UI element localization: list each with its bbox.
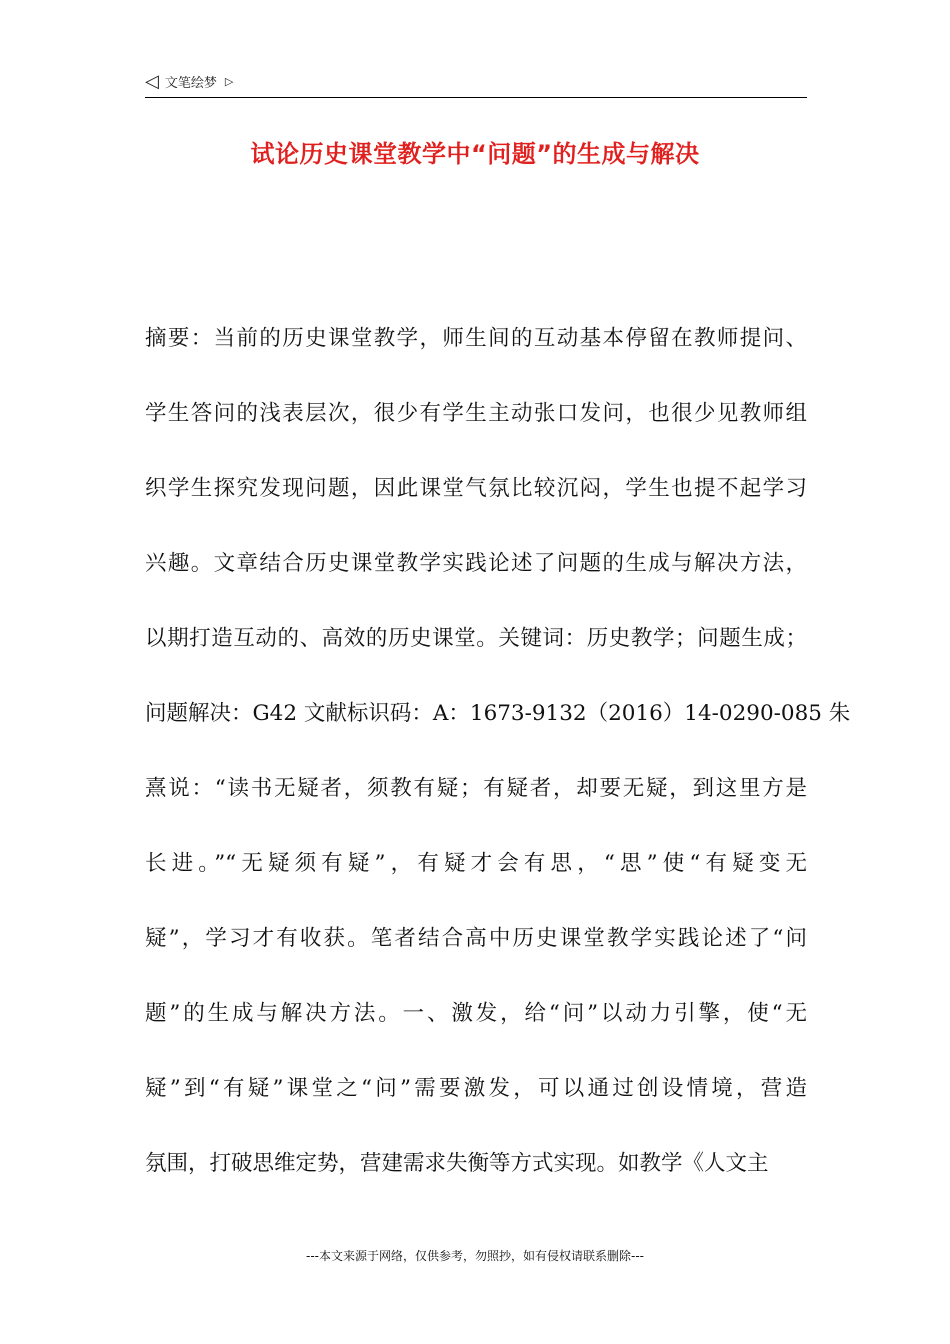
triangle-left-icon: ◁ (145, 70, 159, 92)
body-line: 摘要：当前的历史课堂教学，师生间的互动基本停留在教师提问、 (145, 326, 807, 351)
body-line: 疑”，学习才有收获。笔者结合高中历史课堂教学实践论述了“问 (145, 926, 807, 951)
body-line: 氛围，打破思维定势，营建需求失衡等方式实现。如教学《人文主 (145, 1151, 769, 1176)
header-divider (145, 97, 807, 98)
page-header (145, 72, 233, 91)
page-footer: ---本文来源于网络，仅供参考，勿照抄，如有侵权请联系删除--- (306, 1249, 644, 1263)
body-line: 熹说：“读书无疑者，须教有疑；有疑者，却要无疑，到这里方是 (145, 776, 807, 801)
document-body (145, 324, 851, 1224)
body-line: 学生答问的浅表层次，很少有学生主动张口发问，也很少见教师组 (145, 401, 807, 426)
body-line: 兴趣。文章结合历史课堂教学实践论述了问题的生成与解决方法， (145, 551, 807, 576)
document-title: 试论历史课堂教学中“问题”的生成与解决 (250, 140, 700, 168)
body-line: 题”的生成与解决方法。一、激发，给“问”以动力引擎，使“无 (145, 1001, 807, 1026)
header-brand: 文笔绘梦 (164, 76, 217, 91)
body-line: 长进。”“无疑须有疑”，有疑才会有思，“思”使“有疑变无 (145, 851, 807, 876)
body-line: 织学生探究发现问题，因此课堂气氛比较沉闷，学生也提不起学习 (145, 476, 807, 501)
body-line: 以期打造互动的、高效的历史课堂。关键词：历史教学；问题生成； (145, 626, 807, 651)
triangle-right-icon: ▷ (224, 75, 234, 88)
body-line: 疑”到“有疑”课堂之“问”需要激发，可以通过创设情境，营造 (145, 1076, 807, 1101)
body-line: 问题解决：G42 文献标识码：A：1673-9132（2016）14-0290-085 朱 (145, 701, 851, 726)
